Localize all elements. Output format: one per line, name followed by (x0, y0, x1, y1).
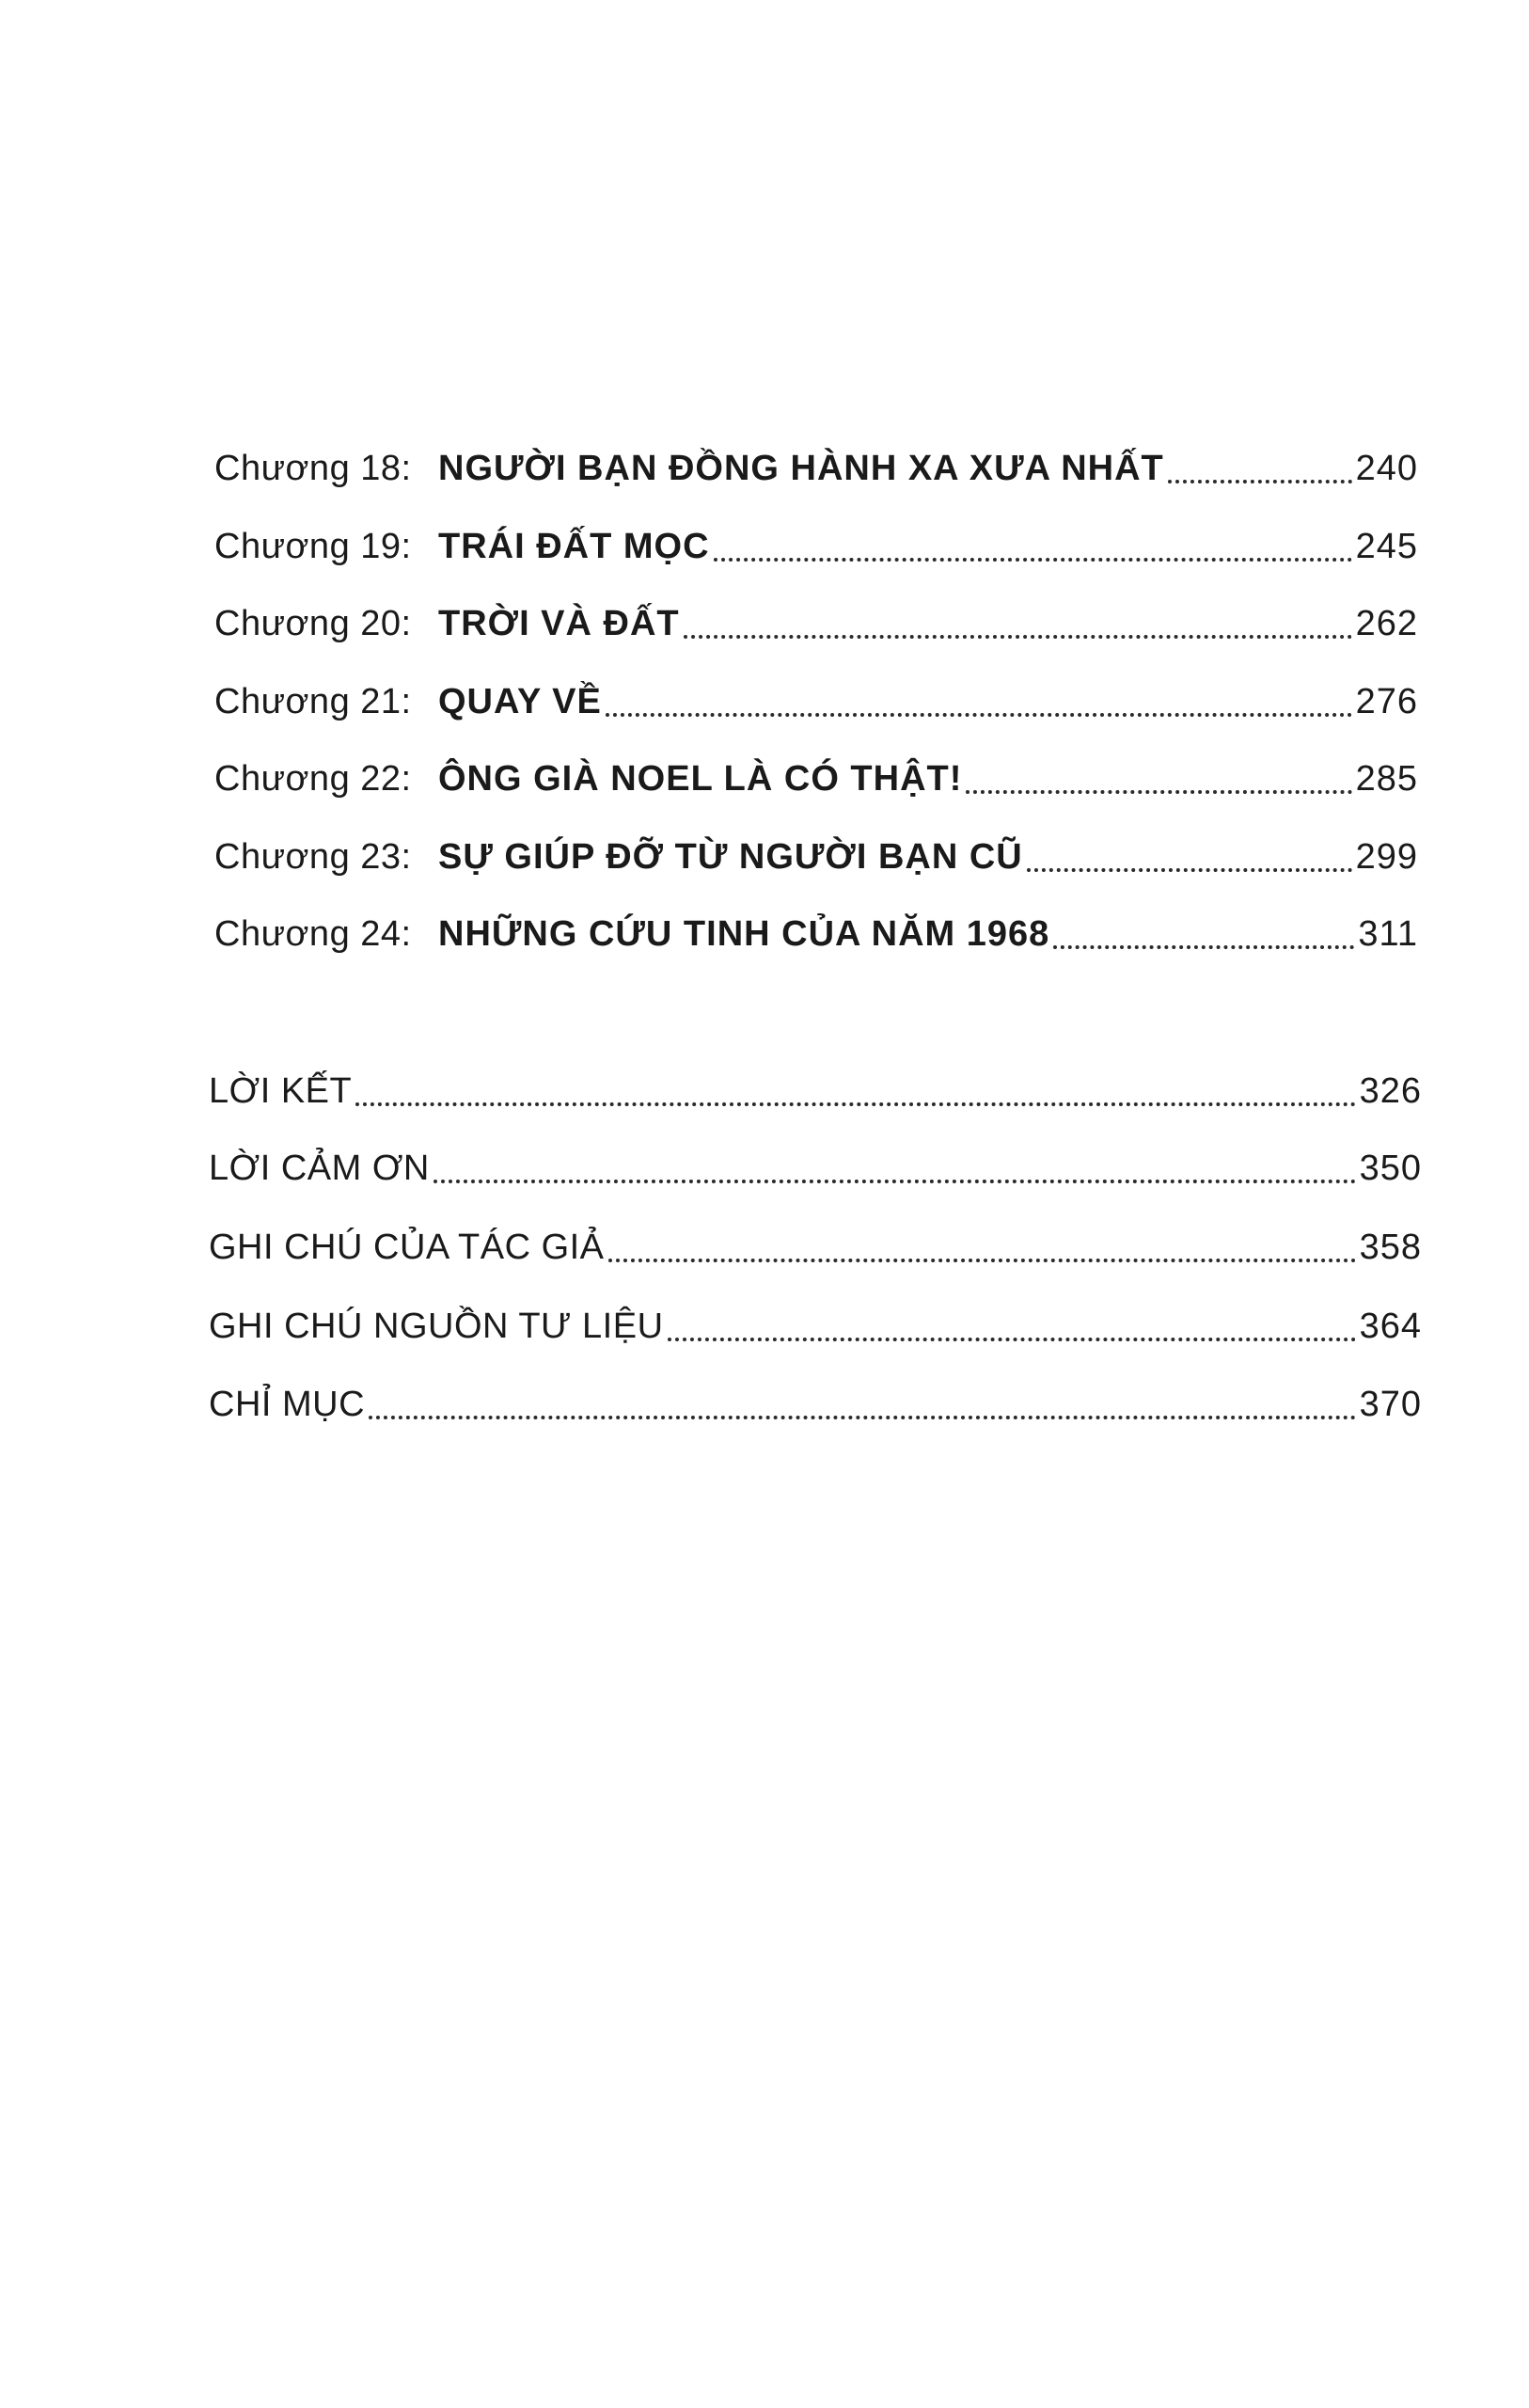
toc-entry-chapter-21 (214, 673, 1418, 730)
dot-leader (668, 1337, 1356, 1341)
page-number: 364 (1359, 1307, 1422, 1346)
section-title: CHỈ MỤC (209, 1385, 366, 1424)
page-number: 240 (1355, 449, 1418, 488)
chapter-title: TRỜI VÀ ĐẤT (438, 604, 680, 643)
dot-leader (355, 1101, 1355, 1106)
section-title: LỜI CẢM ƠN (209, 1149, 430, 1188)
page-number: 299 (1355, 837, 1418, 877)
chapter-number: Chương 24: (214, 914, 412, 954)
toc-entry-chapter-22 (214, 751, 1418, 807)
dot-leader (369, 1415, 1356, 1419)
toc-entry-index (209, 1376, 1422, 1433)
page-number: 350 (1359, 1149, 1422, 1188)
section-title: GHI CHÚ NGUỒN TƯ LIỆU (209, 1307, 664, 1346)
toc-entry-chapter-18 (214, 440, 1418, 497)
chapter-number: Chương 21: (214, 682, 412, 721)
chapter-number: Chương 20: (214, 604, 412, 643)
toc-entry-epilogue (209, 1063, 1422, 1119)
page-number: 326 (1359, 1071, 1422, 1111)
toc-entry-source-notes (209, 1298, 1422, 1354)
page-number: 370 (1359, 1385, 1422, 1424)
section-title: LỜI KẾT (209, 1071, 353, 1111)
chapter-title: NGƯỜI BẠN ĐỒNG HÀNH XA XƯA NHẤT (438, 449, 1164, 488)
page-number: 358 (1359, 1228, 1422, 1267)
dot-leader (1053, 944, 1354, 949)
dot-leader (606, 712, 1352, 717)
section-title: GHI CHÚ CỦA TÁC GIẢ (209, 1228, 605, 1267)
toc-entry-author-notes (209, 1219, 1422, 1275)
chapter-title: SỰ GIÚP ĐỠ TỪ NGƯỜI BẠN CŨ (438, 837, 1023, 877)
chapter-number: Chương 19: (214, 527, 412, 566)
page-number: 245 (1355, 527, 1418, 566)
chapter-number: Chương 18: (214, 449, 412, 488)
dot-leader (433, 1179, 1356, 1183)
toc-entry-chapter-23 (214, 829, 1418, 885)
page-number: 311 (1358, 914, 1418, 954)
toc-entry-chapter-20 (214, 595, 1418, 652)
dot-leader (714, 557, 1352, 562)
chapter-number: Chương 23: (214, 837, 412, 877)
dot-leader (966, 789, 1351, 794)
toc-entry-chapter-19 (214, 518, 1418, 575)
page-number: 285 (1355, 759, 1418, 799)
page-number: 262 (1355, 604, 1418, 643)
chapter-number: Chương 22: (214, 759, 412, 799)
dot-leader (1027, 867, 1352, 872)
toc-entry-chapter-24 (214, 906, 1418, 962)
dot-leader (684, 634, 1352, 639)
chapter-title: QUAY VỀ (438, 682, 602, 721)
dot-leader (608, 1258, 1356, 1262)
chapter-title: NHỮNG CỨU TINH CỦA NĂM 1968 (438, 914, 1050, 954)
toc-entry-acknowledgements (209, 1140, 1422, 1196)
page-number: 276 (1355, 682, 1418, 721)
chapter-title: TRÁI ĐẤT MỌC (438, 527, 710, 566)
chapter-title: ÔNG GIÀ NOEL LÀ CÓ THẬT! (438, 759, 963, 799)
dot-leader (1168, 479, 1352, 483)
